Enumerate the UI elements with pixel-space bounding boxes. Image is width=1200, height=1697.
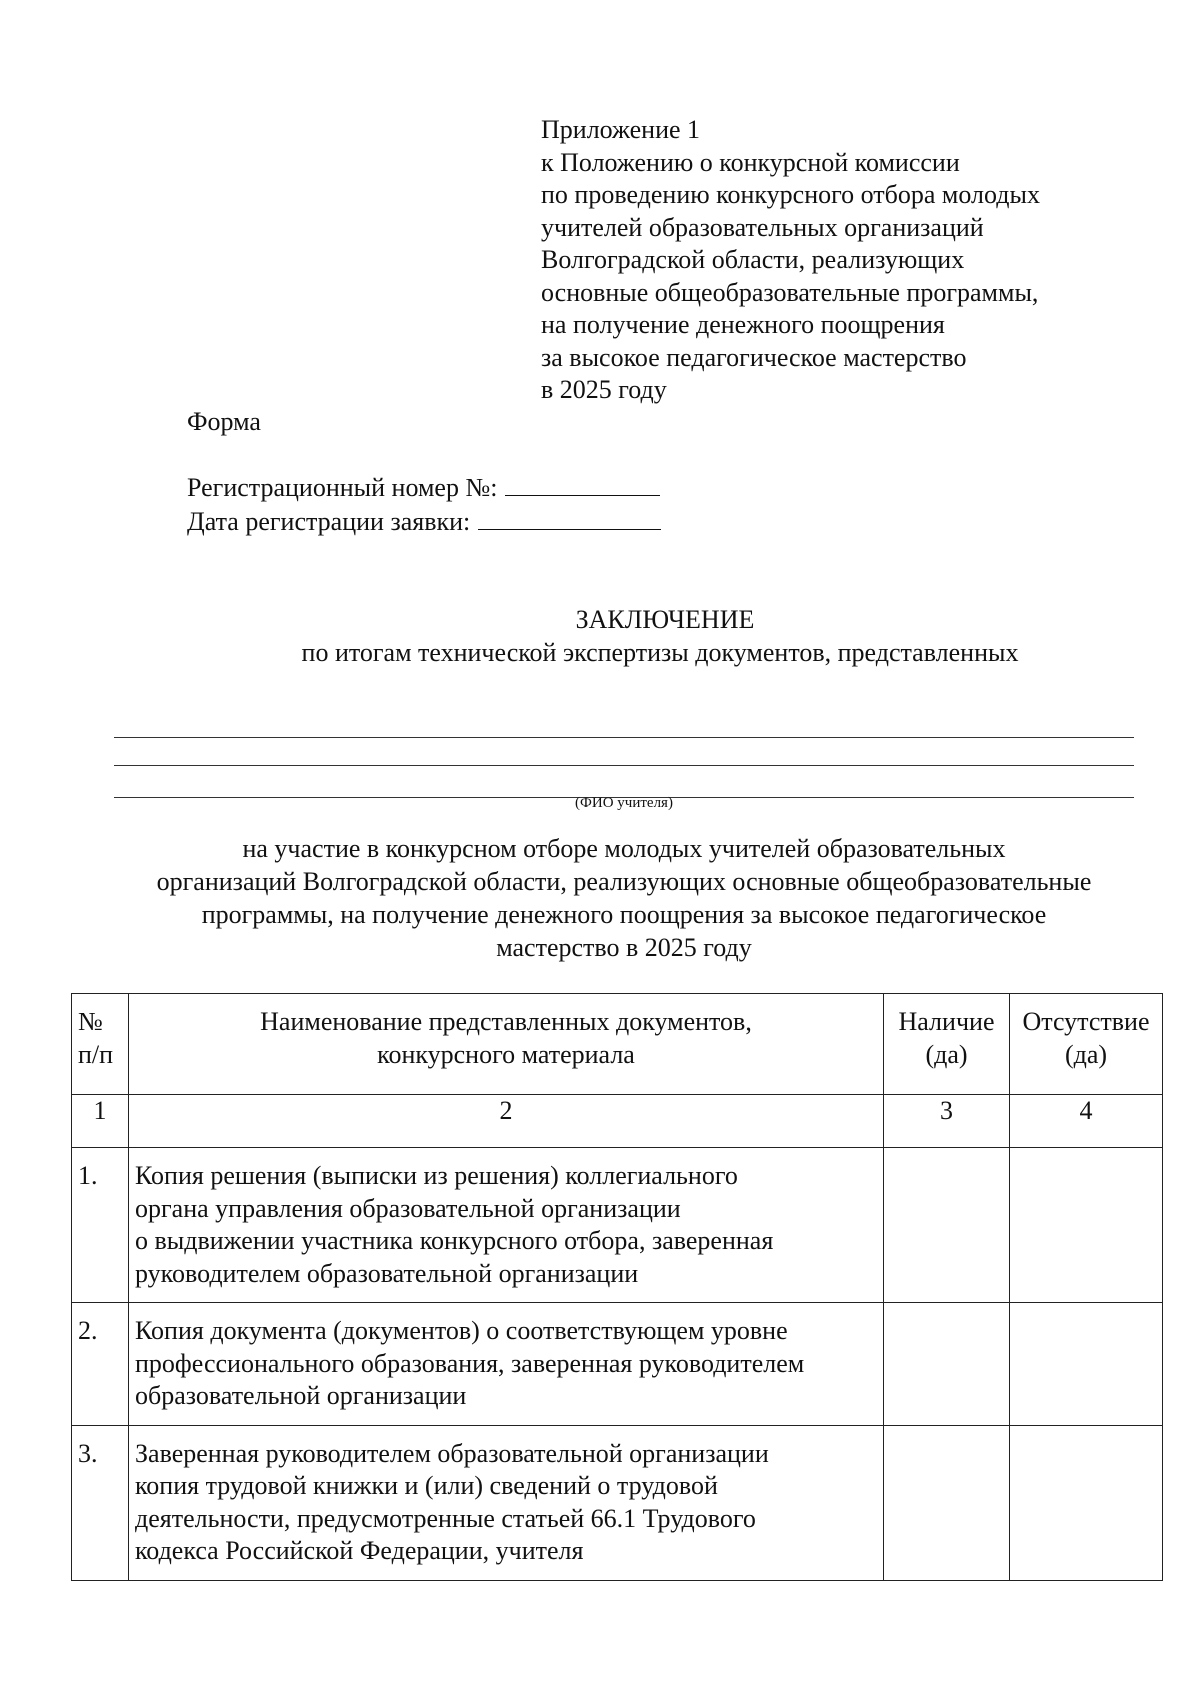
appendix-line: основные общеобразовательные программы, — [541, 277, 1039, 307]
row-text-line: Копия документа (документов) о соответствующем уровне — [135, 1316, 788, 1345]
appendix-line: Волгоградской области, реализующих — [541, 245, 965, 274]
row-present-cell[interactable] — [884, 1148, 1010, 1303]
table-row — [72, 1303, 1163, 1426]
row-text-line: органа управления образовательной организации — [135, 1193, 681, 1223]
registration-date-blank[interactable] — [478, 528, 661, 530]
appendix-line: Приложение 1 — [541, 115, 701, 144]
registration-number-label: Регистрационный номер №: — [187, 473, 498, 502]
documents-table — [71, 993, 1163, 1581]
row-number: 2. — [72, 1303, 129, 1426]
table-row — [72, 1425, 1163, 1580]
fio-line-2[interactable] — [114, 765, 1134, 766]
purpose-text — [114, 832, 1134, 964]
row-text-line: копия трудовой книжки и (или) сведений о трудовой — [135, 1471, 718, 1500]
column-number: 3 — [884, 1095, 1010, 1148]
header-num-line: № — [78, 1007, 103, 1036]
row-text-line: профессионального образования, заверенная руководителем — [135, 1348, 805, 1378]
row-text-line: Заверенная руководителем образовательной организации — [135, 1438, 769, 1468]
registration-date — [187, 506, 661, 538]
document-title: ЗАКЛЮЧЕНИЕ — [575, 605, 755, 634]
form-label: Форма — [187, 407, 261, 436]
row-text-line: образовательной организации — [135, 1381, 467, 1410]
header-name — [129, 994, 884, 1095]
table-row — [72, 1148, 1163, 1303]
appendix-line: за высокое педагогическое мастерство — [541, 342, 967, 372]
header-present-line: (да) — [925, 1039, 968, 1069]
header-name-line: Наименование представленных документов, — [260, 1007, 752, 1036]
row-text-line: о выдвижении участника конкурсного отбора, заверенная — [135, 1226, 774, 1255]
header-num-line: п/п — [78, 1039, 114, 1069]
fio-line-1[interactable] — [114, 737, 1134, 738]
row-text-line: деятельности, предусмотренные статьей 66.1 Трудового — [135, 1503, 756, 1533]
row-text-line: кодекса Российской Федерации, учителя — [135, 1536, 584, 1565]
row-number: 1. — [72, 1148, 129, 1303]
header-name-line: конкурсного материала — [377, 1039, 635, 1069]
appendix-line: в 2025 году — [541, 375, 667, 404]
column-number: 1 — [72, 1095, 129, 1148]
column-number: 2 — [129, 1095, 884, 1148]
appendix-line: на получение денежного поощрения — [541, 310, 945, 339]
purpose-line: программы, на получение денежного поощрения за высокое педагогическое — [201, 900, 1047, 929]
row-present-cell[interactable] — [884, 1303, 1010, 1426]
row-present-cell[interactable] — [884, 1425, 1010, 1580]
column-number-row — [72, 1095, 1163, 1148]
appendix-line: к Положению о конкурсной комиссии — [541, 147, 960, 177]
purpose-line: мастерство в 2025 году — [496, 933, 752, 962]
row-absent-cell[interactable] — [1010, 1425, 1163, 1580]
fio-caption: (ФИО учителя) — [575, 795, 673, 811]
header-absent-line: (да) — [1064, 1039, 1108, 1069]
row-text-line: Копия решения (выписки из решения) коллегиального — [135, 1161, 738, 1190]
header-absent-line: Отсутствие — [1022, 1007, 1150, 1036]
registration-number — [187, 472, 660, 504]
appendix-line: учителей образовательных организаций — [541, 212, 984, 242]
appendix-header — [541, 114, 1141, 407]
document-subtitle: по итогам технической экспертизы документов, представленных — [301, 638, 1019, 667]
row-document-name — [129, 1303, 884, 1426]
purpose-line: организаций Волгоградской области, реализующих основные общеобразовательные — [156, 867, 1092, 896]
column-number: 4 — [1010, 1095, 1163, 1148]
registration-date-label: Дата регистрации заявки: — [187, 507, 471, 536]
appendix-line: по проведению конкурсного отбора молодых — [541, 180, 1040, 209]
table-header-row — [72, 994, 1163, 1095]
row-number: 3. — [72, 1425, 129, 1580]
purpose-line: на участие в конкурсном отборе молодых учителей образовательных — [242, 834, 1006, 863]
header-present — [884, 994, 1010, 1095]
registration-number-blank[interactable] — [505, 494, 660, 496]
header-present-line: Наличие — [898, 1007, 995, 1036]
row-absent-cell[interactable] — [1010, 1303, 1163, 1426]
header-num — [72, 994, 129, 1095]
row-document-name — [129, 1148, 884, 1303]
row-document-name — [129, 1425, 884, 1580]
row-absent-cell[interactable] — [1010, 1148, 1163, 1303]
header-absent — [1010, 994, 1163, 1095]
row-text-line: руководителем образовательной организации — [135, 1258, 639, 1288]
